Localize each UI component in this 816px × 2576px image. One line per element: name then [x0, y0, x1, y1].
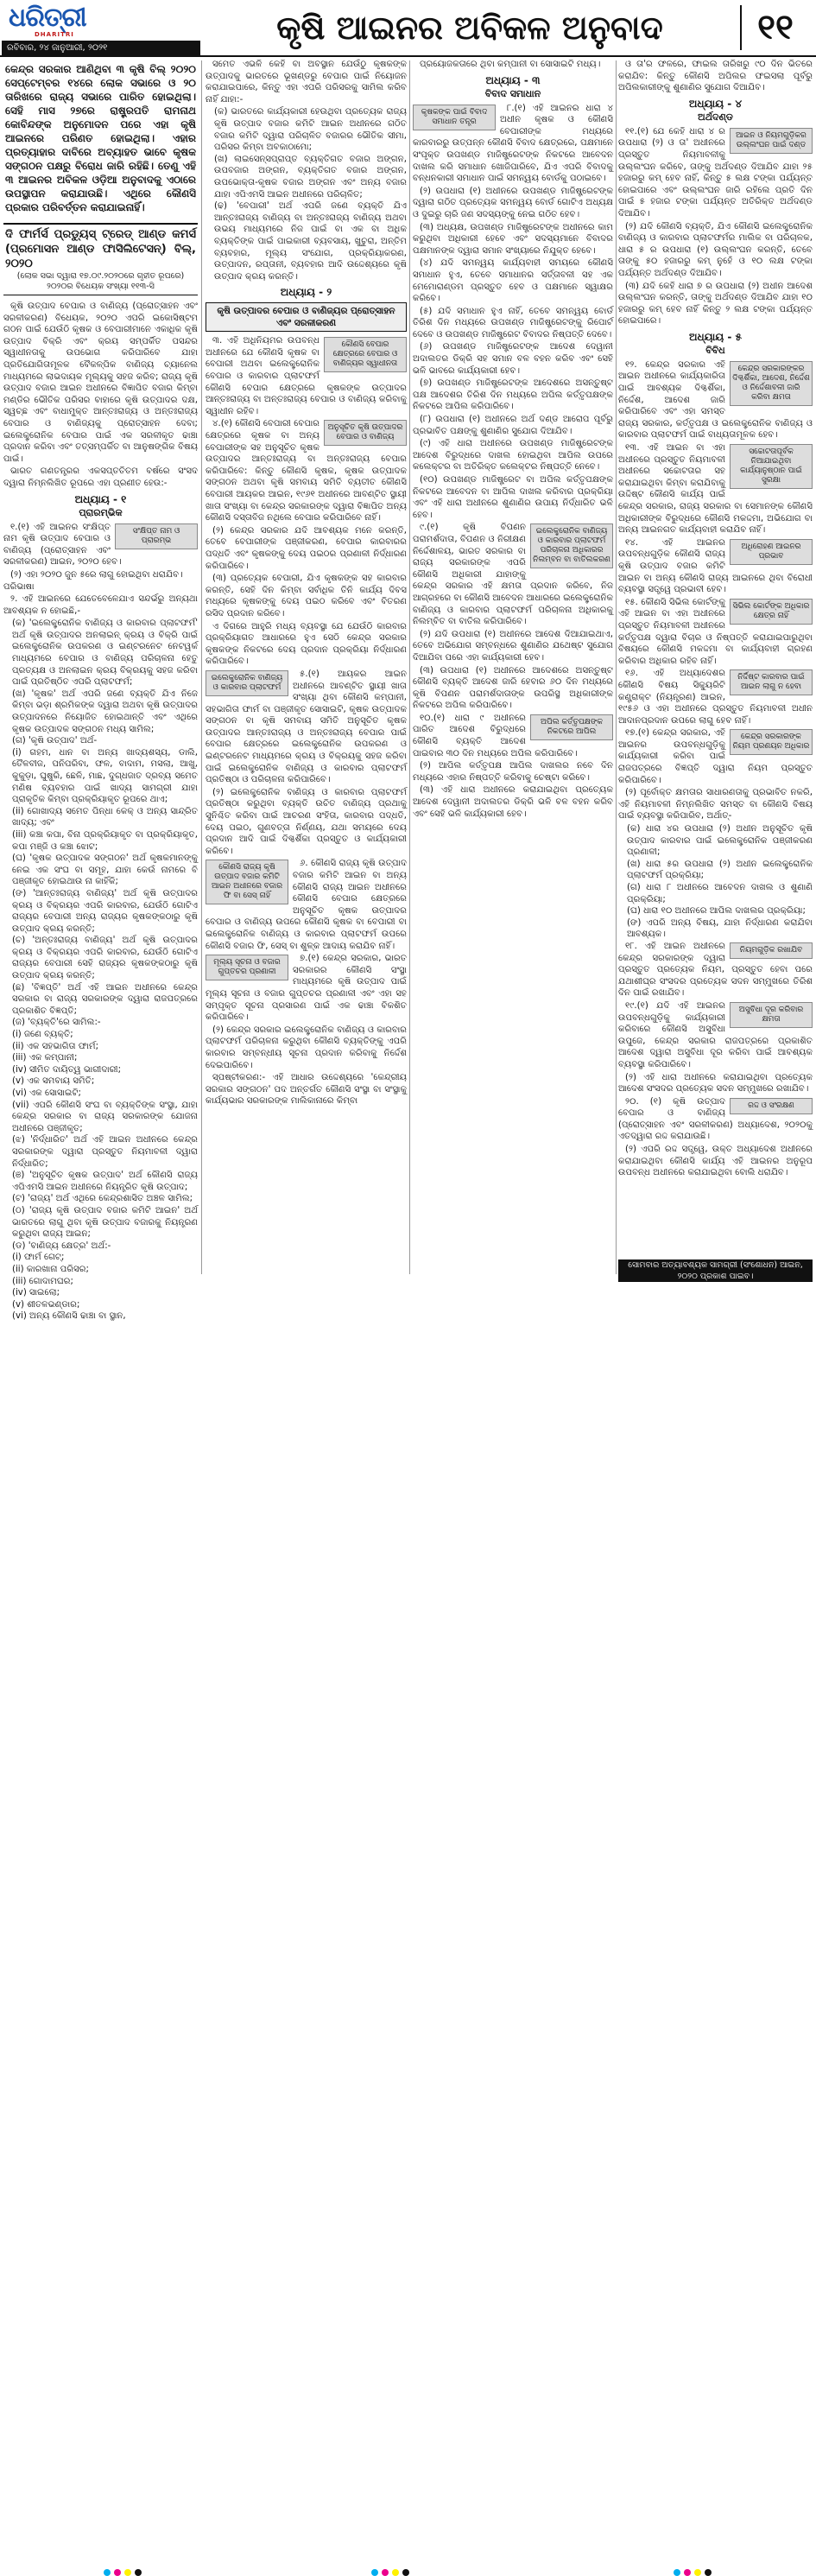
yellow-dot	[124, 2569, 131, 2576]
section-text: (୨) କେନ୍ଦ୍ର ସରକାର ଯଦି ଆବଶ୍ୟକ ମନେ କରନ୍ତି, ତେବେ ବେପାରୀଙ୍କ ପଞ୍ଜୀକରଣ, ବେପାର କାରବାରର ପଦ୍ଧତି ଏବଂ କୃଷକଙ୍କୁ ଦେୟ ପଇଠର ପ୍ରଣାଳୀ ନିର୍ଦ୍ଧାରଣ କରିପାରିବେ।	[206, 525, 407, 571]
enacting-clause: ଭାରତ ଗଣତନ୍ତ୍ରର ଏକସପ୍ତତିତମ ବର୍ଷରେ ସଂସଦ ଦ୍ୱାରା ନିମ୍ନଲିଖିତ ରୂପରେ ଏହା ପ୍ରଣୀତ ହେଉ:-	[3, 466, 198, 488]
list-item: (iii) କଞ୍ଚା କପା, ବିନା ପ୍ରକ୍ରିୟାକୃତ ବା ପ୍ରକ୍ରିୟାକୃତ, କପା ମଞ୍ଜି ଓ କଞ୍ଚା ଝୋଟ;	[12, 829, 198, 852]
section-text: (୪) ଯଦି ସମନ୍ୱୟ କାର୍ଯ୍ୟବାହୀ ସମୟରେ କୌଣସି ସମାଧାନ ହୁଏ, ତେବେ ସମାଧାନର ସର୍ତ୍ତାବଳୀ ସହ ଏକ ମେମୋରାଣ୍ଡମ ପ୍ରସ୍ତୁତ ହେବ ଓ ପକ୍ଷମାନେ ସ୍ୱାକ୍ଷର କରିବେ।	[413, 258, 613, 304]
section-text: (୨) ଏହି ଧାରା ଅଧୀନରେ କରାଯାଇଥିବା ପ୍ରତ୍ୟେକ ଆଦେଶ ସଂସଦର ପ୍ରତ୍ୟେକ ସଦନ ସମ୍ମୁଖରେ ରଖାଯିବ।	[618, 1072, 813, 1094]
margin-note: ଅନୁସୂଚିତ କୃଷି ଉତ୍ପାଦର ବେପାର ଓ ବାଣିଜ୍ୟ	[324, 420, 407, 446]
list-item: (ଞ) 'ଅନୁସୂଚିତ କୃଷକ ଉତ୍ପାଦ' ଅର୍ଥ କୌଣସି ରାଜ୍ୟ ଏପିଏମସି ଆଇନ ଅଧୀନରେ ନିୟନ୍ତ୍ରିତ କୃଷି ଉତ୍ପାଦ;	[12, 1171, 198, 1192]
clause-list	[618, 823, 813, 941]
margin-note: ନିର୍ଦ୍ଦିଷ୍ଟ କାରବାର ପାଇଁ ଆଇନ ଲାଗୁ ନ ହେବା	[730, 669, 813, 695]
section-text: ୬. କୌଣସି ରାଜ୍ୟ କୃଷି ଉତ୍ପାଦ ବଜାର କମିଟି ଆଇନ ବା ଅନ୍ୟ କୌଣସି ରାଜ୍ୟ ଆଇନ ଅଧୀନରେ କୌଣସି ବେପାର କ୍ଷେତ୍ରରେ ଅନୁସୂଚିତ କୃଷକ ଉତ୍ପାଦର ବେପାର ଓ ବାଣିଜ୍ୟ ଉପରେ କୌଣସି କୃଷକ ବା ବେପାରୀ ବା ଇଲେକ୍ଟ୍ରୋନିକ ବାଣିଜ୍ୟ ଓ କାରବାର ପ୍ଲାଟଫର୍ମ ଉପରେ କୌଣସି ବଜାର ଫି, ସେସ୍ ବା ଶୁଳ୍କ ଆଦାୟ କରାଯିବ ନାହିଁ।	[206, 859, 407, 951]
section-text: ୧୮. ଏହି ଆଇନ ଅଧୀନରେ କେନ୍ଦ୍ର ସରକାରଙ୍କ ଦ୍ୱାରା ପ୍ରସ୍ତୁତ ପ୍ରତ୍ୟେକ ନିୟମ, ପ୍ରସ୍ତୁତ ହେବା ପରେ ଯଥାଶୀଘ୍ର ସଂସଦର ପ୍ରତ୍ୟେକ ସଦନ ସମ୍ମୁଖରେ ତିରିଶ ଦିନ ପାଇଁ ରଖାଯିବ।	[618, 941, 813, 999]
chapter-subheading: ପ୍ରାରମ୍ଭିକ	[79, 506, 123, 518]
section-text: ଓ ତା'ର ଫଳରେ, ଫାଇଲ ତାରିଖରୁ ୯୦ ଦିନ ଭିତରେ କରାଯିବ: କିନ୍ତୁ କୌଣସି ଅପିଲର ଫଇସଲା ପୂର୍ବରୁ ଅପିଲକାରୀଙ୍କୁ ଶୁଣାଣିର ସୁଯୋଗ ଦିଆଯିବ।	[618, 60, 813, 93]
list-item: (ii) ଗୋଖାଦ୍ୟ ସମେତ ପିନ୍ଧା କେକ୍ ଓ ଅନ୍ୟ ସାନ୍ଦ୍ରିତ ଖାଦ୍ୟ; ଏବଂ	[12, 806, 198, 828]
margin-note: କେନ୍ଦ୍ର ସରକାରଙ୍କ ନିୟମ ପ୍ରଣୟନ ଅଧିକାର	[730, 729, 813, 755]
list-item: (iv) ସାଇଲୋ;	[12, 1288, 60, 1298]
logo-text: ଧରିତ୍ରୀ	[9, 3, 86, 33]
page-number: ୧୧	[740, 5, 809, 50]
section-text: ଏ ଦିଗରେ ଆହୁରି ମଧ୍ୟ ବ୍ୟବସ୍ଥା ଯେ ଯେଉଁଠି କାରବାର ପ୍ରକ୍ରିୟାଗତ ଆଧାରରେ ହୁଏ ସେଠି କେନ୍ଦ୍ର ସରକାର କୃଷକଙ୍କ ନିକଟରେ ଦେୟ ପ୍ରଦାନ ପ୍ରକ୍ରିୟା ନିର୍ଦ୍ଧାରଣ କରିପାରିବେ।	[206, 621, 407, 667]
list-item: (iii) ଏକ କମ୍ପାନୀ;	[12, 1053, 78, 1063]
section-text: (୨) ଯଦି କୌଣସି ବ୍ୟକ୍ତି, ଯିଏ କୌଣସି ଇଲେକ୍ଟ୍ରୋନିକ ବାଣିଜ୍ୟ ଓ କାରବାର ପ୍ଲାଟଫର୍ମର ମାଲିକ ବା ପରିଚାଳକ, ଧାରା ୫ ର ଉପଧାରା (୧) ଉଲ୍ଲଂଘନ କରନ୍ତି, ତେବେ ତାଙ୍କୁ ୫୦ ହଜାରରୁ କମ୍ ନୁହେଁ ଓ ୧୦ ଲକ୍ଷ ଟଙ୍କା ପର୍ଯ୍ୟନ୍ତ ଅର୍ଥଦଣ୍ଡ ଦିଆଯିବ।	[618, 221, 813, 278]
column-divider	[201, 60, 202, 1274]
margin-note: ଇଲେକ୍ଟ୍ରୋନିକ ବାଣିଜ୍ୟ ଓ କାରବାର ପ୍ଲାଟଫର୍ମ ପରିଚାଳନା ଅଧିକାରର ନିଲମ୍ବନ ବା ବାତିଲକରଣ	[530, 523, 613, 568]
section-text: (୯) ଏହି ଧାରା ଅଧୀନରେ ଉପଖଣ୍ଡ ମାଜିଷ୍ଟ୍ରେଟଙ୍କ ଆଦେଶ ବିରୁଦ୍ଧରେ ଦାଖଲ ହୋଇଥିବା ଆପିଲ ଉପରେ କଲେକ୍ଟର ବା ଅତିରିକ୍ତ କଲେକ୍ଟର ନିଷ୍ପତ୍ତି ନେବେ।	[413, 439, 613, 473]
list-item: (ଡ) 'ବାଣିଜ୍ୟ କ୍ଷେତ୍ର' ଅର୍ଥ:-	[12, 1240, 111, 1251]
section-text: ୪.(୧) କୌଣସି ବେପାରୀ ବେପାର କ୍ଷେତ୍ରରେ କୃଷକ ବା ଅନ୍ୟ ବେପାରୀଙ୍କ ସହ ଅନୁସୂଚିତ କୃଷକ ଉତ୍ପାଦର ଆନ୍ତଃରାଜ୍ୟ ବା ଅନ୍ତଃରାଜ୍ୟ ବେପାର କରିପାରିବେ: କିନ୍ତୁ କୌଣସି କୃଷକ, କୃଷକ ଉତ୍ପାଦକ ସଙ୍ଗଠନ ଅଥବା କୃଷି ସମବାୟ ସମିତି ବ୍ୟତୀତ କୌଣସି ବେପାରୀ ଆୟକର ଆଇନ, ୧୯୬୧ ଅଧୀନରେ ଆବଣ୍ଟିତ ସ୍ଥାୟୀ ଖାତା ସଂଖ୍ୟା ବା କେନ୍ଦ୍ର ସରକାରଙ୍କ ଦ୍ୱାରା ବିଜ୍ଞାପିତ ଅନ୍ୟ କୌଣସି ଦସ୍ତାବିଜ ନଥିଲେ ବେପାର କରିପାରିବେ ନାହିଁ।	[206, 419, 407, 523]
next-issue-note: ସୋମବାର ଅତ୍ୟାବଶ୍ୟକ ସାମଗ୍ରୀ (ସଂଶୋଧନ) ଆଇନ, ୨୦୨୦ ପ୍ରକାଶ ପାଇବ।	[618, 1259, 813, 1282]
list-item: (i) ଜଣେ ବ୍ୟକ୍ତି;	[12, 1030, 73, 1040]
section-text: (୨) ଯଦି ଉପଧାରା (୧) ଅଧୀନରେ ଆଦେଶ ଦିଆଯାଇଥାଏ, ତେବେ ଅଭିଯୋଗ ସମ୍ବନ୍ଧରେ ଶୁଣାଣିର ଯଥେଷ୍ଟ ସୁଯୋଗ ଦିଆଯିବା ପରେ ଏହା କାର୍ଯ୍ୟକାରୀ ହେବ।	[413, 629, 613, 663]
clause-list	[206, 106, 407, 282]
section-text: ୨୦. (୧) କୃଷି ଉତ୍ପାଦ ବେପାର ଓ ବାଣିଜ୍ୟ (ପ୍ରୋତ୍ସାହନ ଏବଂ ସରଳୀକରଣ) ଅଧ୍ୟାଦେଶ, ୨୦୨୦କୁ ଏତଦ୍ୱାରା ରଦ୍ଦ କରାଯାଉଛି।	[618, 1096, 813, 1142]
section-text: (୨) ଏହା ୨୦୨୦ ଜୁନ ୫ରେ ଲାଗୁ ହୋଇଥିବା ଧରାଯିବ।	[10, 569, 183, 580]
section-text: (୭) ଉପଖଣ୍ଡ ମାଜିଷ୍ଟ୍ରେଟଙ୍କ ଆଦେଶରେ ଅସନ୍ତୁଷ୍ଟ ପକ୍ଷ ଆଦେଶର ତିରିଶ ଦିନ ମଧ୍ୟରେ ଅପିଲ କର୍ତ୍ତୃପକ୍ଷଙ୍କ ନିକଟରେ ଆପିଲ କରିପାରିବେ।	[413, 378, 613, 412]
section-text: ୧.(୧) ଏହି ଆଇନର ସଂକ୍ଷିପ୍ତ ନାମ କୃଷି ଉତ୍ପାଦ ବେପାର ଓ ବାଣିଜ୍ୟ (ପ୍ରୋତ୍ସାହନ ଏବଂ ସରଳୀକରଣ) ଆଇନ, ୨୦୨୦ ହେବ।	[3, 522, 122, 568]
list-item: (ଘ) ଧାରା ୧୦ ଅଧୀନରେ ଆପିଲ ଦାଖଲର ପ୍ରକ୍ରିୟା;	[627, 906, 806, 917]
list-item: (ଘ) 'କୃଷକ ଉତ୍ପାଦକ ସଙ୍ଗଠନ' ଅର୍ଥ କୃଷକମାନଙ୍କୁ ନେଇ ଏକ ସଂଘ ବା ସମୂହ, ଯାହା କେଉଁ ନାମରେ ବି ପଞ୍ଜୀକୃତ ହୋଇଥାଉ ନା କାହିଁକି;	[12, 853, 198, 887]
dateline: ରବିବାର, ୨୪ ଜାନୁଆରୀ, ୨୦୨୧	[2, 41, 200, 55]
section-text: (୨) କେନ୍ଦ୍ର ସରକାର ଇଲେକ୍ଟ୍ରୋନିକ ବାଣିଜ୍ୟ ଓ କାରବାର ପ୍ଲାଟଫର୍ମ ପରିଚାଳନା କରୁଥିବା କୌଣସି ବ୍ୟକ୍ତିଙ୍କୁ ଏପରି କାରବାର ସମ୍ବନ୍ଧୀୟ ସୂଚନା ପ୍ରଦାନ କରିବାକୁ ନିର୍ଦ୍ଦେଶ ଦେଇପାରିବେ।	[206, 1025, 407, 1070]
list-item: (v) ଶୀତଳଭଣ୍ଡାର;	[12, 1299, 80, 1310]
list-item: (ଗ) ଧାରା ୮ ଅଧୀନରେ ଆବେଦନ ଦାଖଲ ଓ ଶୁଣାଣି ପ୍ରକ୍ରିୟା;	[627, 883, 813, 904]
section-text: (୧୦) ଉପଖଣ୍ଡ ମାଜିଷ୍ଟ୍ରେଟ ବା ଅପିଲ କର୍ତ୍ତୃପକ୍ଷଙ୍କ ନିକଟରେ ଆବେଦନ ବା ଆପିଲ ଦାଖଲ କରିବାର ପ୍ରକ୍ରିୟା ଏବଂ ଏହି ଧାରା ଅଧୀନରେ ଶୁଣାଣିର ଉପାୟ ନିର୍ଦ୍ଧାରିତ ଭଳି ହେବ।	[413, 475, 613, 520]
section-text: ସ୍ପଷ୍ଟୀକରଣ:- ଏହି ଆଧାର ଉଦ୍ଦେଶ୍ୟରେ 'କେନ୍ଦ୍ରୀୟ ସରକାର ସଙ୍ଗଠନ' ପଦ ଅନ୍ତର୍ଗତ କୌଣସି ସଂସ୍ଥା ବା ସଂସ୍ଥାକୁ କାର୍ଯ୍ୟଭାର ସରକାରଙ୍କ ମାଲିକାନାରେ କିମ୍ବା	[206, 1073, 407, 1107]
cyan-dot	[674, 2569, 680, 2576]
margin-note: ସିଭିଲ କୋର୍ଟଙ୍କ ଅଧିକାର କ୍ଷେତ୍ର ନାହିଁ	[730, 599, 813, 625]
chapter-subheading: ବିବିଧ	[705, 344, 725, 356]
section-text: (୨) ଉପଧାରା (୧) ଅଧୀନରେ ଉପଖଣ୍ଡ ମାଜିଷ୍ଟ୍ରେଟଙ୍କ ଦ୍ୱାରା ଗଠିତ ପ୍ରତ୍ୟେକ ସମନ୍ୱୟ ବୋର୍ଡ ଗୋଟିଏ ଅଧ୍ୟକ୍ଷ ଓ ଦୁଇରୁ ଚାରି ଜଣ ସଦସ୍ୟଙ୍କୁ ନେଇ ଗଠିତ ହେବ।	[413, 186, 613, 219]
magenta-dot	[114, 2569, 121, 2576]
definitions-list	[3, 618, 198, 1323]
margin-note: ଅପିଲ କର୍ତ୍ତୃପକ୍ଷଙ୍କ ନିକଟରେ ଆପିଲ	[530, 714, 613, 740]
chapter-subheading: ଅର୍ଥଦଣ୍ଡ	[698, 111, 733, 123]
black-dot	[402, 2569, 409, 2576]
margin-note: କୌଣସି ବେପାର କ୍ଷେତ୍ରରେ ବେପାର ଓ ବାଣିଜ୍ୟର ସ୍ୱାଧୀନତା	[324, 337, 407, 372]
list-item: (ଜ) 'ବ୍ୟକ୍ତି'ରେ ସାମିଲ:-	[12, 1018, 101, 1028]
magenta-dot	[382, 2569, 389, 2576]
margin-note: ଆଇନ ଓ ନିୟମଗୁଡ଼ିକର ଉଲ୍ଲଂଘନ ପାଇଁ ଦଣ୍ଡ	[730, 128, 813, 154]
black-dot	[135, 2569, 142, 2576]
bill-subtitle: (ଲୋକ ସଭା ଦ୍ୱାରା ୧୭.୦୯.୨୦୨୦ରେ ଗୃହୀତ ରୂପରେ) ୨୦୨୦ର ବିଧେୟକ ସଂଖ୍ୟା ୧୧୩-ସି	[16, 271, 185, 291]
section-text: ୧୩. ଏହି ଆଇନ ବା ଏହା ଅଧୀନରେ ପ୍ରସ୍ତୁତ ନିୟମାବଳୀ ଅଧୀନରେ ସଚ୍ଚୋଟତାର ସହ କରାଯାଇଥିବା କିମ୍ବା କରାଯିବାକୁ ଉଦ୍ଦିଷ୍ଟ କୌଣସି କାର୍ଯ୍ୟ ପାଇଁ କେନ୍ଦ୍ର ସରକାର, ରାଜ୍ୟ ସରକାର ବା ସେମାନଙ୍କ କୌଣସି ଅଧିକାରୀଙ୍କ ବିରୁଦ୍ଧରେ କୌଣସି ମକଦ୍ଦମା, ଅଭିଯୋଗ ବା ଅନ୍ୟ ଆଇନଗତ କାର୍ଯ୍ୟବାହୀ କରାଯିବ ନାହିଁ।	[618, 443, 813, 536]
lead-paragraph: କେନ୍ଦ୍ର ସରକାର ଆଣିଥିବା ୩ କୃଷି ବିଲ୍ ୨୦୨୦ ସେପ୍ଟେମ୍ବର ୧୪ରେ ଲୋକ ସଭାରେ ଓ ୨୦ ତାରିଖରେ ରାଜ୍ୟ ସଭାରେ ପାରିତ ହୋଇଥିଲା। ସେହି ମାସ ୨୭ରେ ରାଷ୍ଟ୍ରପତି ରାମନାଥ କୋବିନ୍ଦଙ୍କ ଅନୁମୋଦନ ପରେ ଏହା କୃଷି ଆଇନରେ ପରିଣତ ହୋଇଥିଲା। ଏହାର ପ୍ରତ୍ୟାହାର ଦାବିରେ ଅବ୍ୟାହତ ଭାବେ କୃଷକ ସଙ୍ଗଠନ ପକ୍ଷରୁ ବିରୋଧ ଜାରି ରହିଛି। ତେଣୁ ଏହି ୩ ଆଇନର ଅବିକଳ ଓଡ଼ିଆ ଅନୁବାଦକୁ ଏଠାରେ ଉପସ୍ଥାପନ କରାଯାଉଛି। ଏଥିରେ କୌଣସି ପ୍ରକାର ପରିବର୍ତ୍ତନ କରାଯାଇନାହିଁ।	[5, 63, 196, 213]
margin-note: ଇଲେକ୍ଟ୍ରୋନିକ ବାଣିଜ୍ୟ ଓ କାରବାର ପ୍ଲାଟଫର୍ମ	[206, 670, 288, 696]
section-text: ୧୬. ଏହି ଅଧ୍ୟାଦେଶର କୌଣସି ବିଷୟ ସିକ୍ୟୁରିଟି କଣ୍ଟ୍ରାକ୍ଟ (ନିୟନ୍ତ୍ରଣ) ଆଇନ, ୧୯୫୬ ଓ ଏହା ଅଧୀନରେ ପ୍ରସ୍ତୁତ ନିୟମାବଳୀ ଅଧୀନ ଆଦାନପ୍ରଦାନ ଉପରେ ଲାଗୁ ହେବ ନାହିଁ।	[618, 669, 813, 726]
chapter-heading: ଅଧ୍ୟାୟ - ୨	[280, 286, 332, 299]
column-divider	[409, 60, 410, 1274]
section-text: ୧୪. ଏହି ଆଇନର ଉପବନ୍ଧଗୁଡ଼ିକ କୌଣସି ରାଜ୍ୟ କୃଷି ଉତ୍ପାଦ ବଜାର କମିଟି ଆଇନ ବା ଅନ୍ୟ କୌଣସି ରାଜ୍ୟ ଆଇନରେ ଥିବା ବିରୋଧୀ ବ୍ୟବସ୍ଥା ସତ୍ତ୍ୱେ ପ୍ରଭାବୀ ହେବ।	[618, 537, 813, 595]
margin-note: ଅସୁବିଧା ଦୂର କରିବାର କ୍ଷମତା	[730, 1002, 813, 1028]
section-text: (୨) ଆପିଲ କର୍ତ୍ତୃପକ୍ଷ ଆପିଲ ଦାଖଲର ନବେ ଦିନ ମଧ୍ୟରେ ଏହାର ନିଷ୍ପତ୍ତି କରିବାକୁ ଚେଷ୍ଟା କରିବେ।	[413, 761, 613, 783]
margin-note: କୌଣସି ରାଜ୍ୟ କୃଷି ଉତ୍ପାଦ ବଜାର କମିଟି ଆଇନ ଅଧୀନରେ ବଜାର ଫି ବା ସେସ୍ ନାହିଁ	[206, 860, 288, 904]
section-text: (୨) ଏପରି ରଦ୍ଦ ସତ୍ତ୍ୱେ, ଉକ୍ତ ଅଧ୍ୟାଦେଶ ଅଧୀନରେ କରାଯାଇଥିବା କୌଣସି କାର୍ଯ୍ୟ ଏହି ଆଇନର ଅନୁରୂପ ଉପବନ୍ଧ ଅଧୀନରେ କରାଯାଇଥିବା ବୋଲି ଧରାଯିବ।	[618, 1145, 813, 1178]
black-dot	[705, 2569, 712, 2576]
masthead	[0, 0, 816, 57]
yellow-dot	[392, 2569, 399, 2576]
bill-header	[3, 223, 198, 295]
section-text: ୧୭.(୧) କେନ୍ଦ୍ର ସରକାର, ଏହି ଆଇନର ଉପବନ୍ଧଗୁଡ଼ିକୁ କାର୍ଯ୍ୟକାରୀ କରିବା ପାଇଁ ରାଜପତ୍ରରେ ବିଜ୍ଞପ୍ତି ଦ୍ୱାରା ନିୟମ ପ୍ରସ୍ତୁତ କରିପାରିବେ।	[618, 728, 813, 785]
page-title: କୃଷି ଆଇନର ଅବିକଳ ଅନୁବାଦ	[276, 8, 663, 47]
chapter-subheading: ବିବାଦ ସମାଧାନ	[484, 87, 541, 99]
section-text: ୧୯.(୧) ଯଦି ଏହି ଆଇନର ଉପବନ୍ଧଗୁଡ଼ିକୁ କାର୍ଯ୍ୟକାରୀ କରିବାରେ କୌଣସି ଅସୁବିଧା ଉପୁଜେ, କେନ୍ଦ୍ର ସରକାର ରାଜପତ୍ରରେ ପ୍ରକାଶିତ ଆଦେଶ ଦ୍ୱାରା ଅସୁବିଧା ଦୂର କରିବା ପାଇଁ ଆବଶ୍ୟକ ବ୍ୟବସ୍ଥା କରିପାରିବେ।	[618, 1000, 813, 1069]
magenta-dot	[684, 2569, 691, 2576]
column-1	[3, 59, 198, 1322]
list-item: (ଖ) ଧାରା ୫ର ଉପଧାରା (୨) ଅଧୀନ ଇଲେକ୍ଟ୍ରୋନିକ ପ୍ଲାଟଫର୍ମ ପ୍ରକ୍ରିୟା;	[627, 859, 813, 881]
list-item: (ଖ) ଲାଇସେନ୍ସପ୍ରାପ୍ତ ବ୍ୟକ୍ତିଗତ ବଜାର ଅଙ୍ଗନ, ଉପବଜାର ଅଙ୍ଗନ, ବ୍ୟକ୍ତିଗତ ବଜାର ଅଙ୍ଗନ, ଉପଭୋକ୍ତା-କୃଷକ ବଜାର ଅଙ୍ଗନ ଏବଂ ଅନ୍ୟ ବଜାର ଯାହା ଏପିଏମସି ଆଇନ ଅଧୀନରେ ପରିଚାଳିତ;	[214, 154, 407, 200]
margin-note: ସଂକ୍ଷିପ୍ତ ନାମ ଓ ପ୍ରାରମ୍ଭ	[115, 523, 198, 549]
list-item: (i) ଫାର୍ମ ଗେଟ୍;	[12, 1253, 65, 1263]
margin-note: ଅଧିରୋହଣ ଆଇନର ପ୍ରଭାବ	[730, 539, 813, 565]
section-text: ୧୫. କୌଣସି ସିଭିଲ କୋର୍ଟଙ୍କୁ ଏହି ଆଇନ ବା ଏହା ଅଧୀନରେ ପ୍ରସ୍ତୁତ ନିୟମାବଳୀ ଅଧୀନରେ କର୍ତ୍ତୃପକ୍ଷ ଦ୍ୱାରା ବିଚାର ଓ ନିଷ୍ପତ୍ତି କରାଯାଇପାରୁଥିବା ବିଷୟରେ କୌଣସି ମକଦ୍ଦମା ବା କାର୍ଯ୍ୟବାହୀ ଗ୍ରହଣ କରିବାର ଅଧିକାର ରହିବ ନାହିଁ।	[618, 597, 813, 666]
list-item: (ii) ଏକ ସହଭାଗିତା ଫାର୍ମ;	[12, 1041, 99, 1051]
margin-note: ରଦ୍ଦ ଓ ସଂରକ୍ଷଣ	[730, 1098, 813, 1114]
section-text: ୧୧.(୧) ଯେ କେହି ଧାରା ୪ ର ଉପଧାରା (୨) ଓ ତା' ଅଧୀନରେ ପ୍ରସ୍ତୁତ ନିୟମାବଳୀକୁ ଉଲ୍ଲଂଘନ କରିବେ, ତାଙ୍କୁ ଅର୍ଥଦଣ୍ଡ ଦିଆଯିବ ଯାହା ୨୫ ହଜାରରୁ କମ୍ ହେବ ନାହିଁ, କିନ୍ତୁ ୫ ଲକ୍ଷ ଟଙ୍କା ପର୍ଯ୍ୟନ୍ତ ହୋଇପାରେ ଏବଂ ଉଲ୍ଲଂଘନ ଜାରି ରହିଲେ ପ୍ରତି ଦିନ ପାଇଁ ୫ ହଜାର ଟଙ୍କା ପର୍ଯ୍ୟନ୍ତ ଅତିରିକ୍ତ ଅର୍ଥଦଣ୍ଡ ଦିଆଯିବ।	[618, 126, 813, 219]
chapter-heading: ଅଧ୍ୟାୟ - ୧	[74, 492, 127, 505]
section-text: ସମେତ ଏଭଳି କେହି ବା ଅବସ୍ଥାନ ଯେଉଁଠୁ କୃଷକଙ୍କ ଉତ୍ପାଦକୁ ଭାରତରେ ଭୂଖଣ୍ଡରୁ ବେପାର ପାଇଁ ନିୟୋଜନ କରାଯାଇପାରେ, କିନ୍ତୁ ଏହା ଏପରି ପରିସରକୁ ସାମିଲ କରିବ ନାହିଁ ଯାହା:-	[206, 60, 407, 105]
section-text: ୨. ଏହି ଆଇନରେ ଯେତେବେଳେଯାଏ ସନ୍ଦର୍ଭରୁ ଅନ୍ୟଥା ଆବଶ୍ୟକ ନ ହୋଇଛି,-	[3, 594, 198, 616]
list-item: (ଢ) 'ବେପାରୀ' ଅର୍ଥ ଏପରି ଜଣେ ବ୍ୟକ୍ତି ଯିଏ ଆନ୍ତଃରାଜ୍ୟ ବାଣିଜ୍ୟ ବା ଅନ୍ତଃରାଜ୍ୟ ବାଣିଜ୍ୟ ଅଥବା ଉଭୟ ମାଧ୍ୟମରେ ନିଜ ପାଇଁ ବା ଏକ ବା ଅଧିକ ବ୍ୟକ୍ତିଙ୍କ ପାଇଁ ପାଇକାରୀ ବ୍ୟବସାୟ, ଖୁଚୁରା, ଅନ୍ତିମ ବ୍ୟବହାର, ମୂଲ୍ୟ ସଂଯୋଗ, ପ୍ରକ୍ରିୟାକରଣ, ଉତ୍ପାଦନ, ରପ୍ତାନୀ, ବ୍ୟବହାର ଆଦି ଉଦ୍ଦେଶ୍ୟରେ କୃଷି ଉତ୍ପାଦ କ୍ରୟ କରନ୍ତି।	[214, 201, 407, 282]
cyan-dot	[371, 2569, 378, 2576]
section-text: (୨) ପୂର୍ବୋକ୍ତ କ୍ଷମତାର ସାଧାରଣତାକୁ ପ୍ରଭାବିତ ନକରି, ଏହି ନିୟମାବଳୀ ନିମ୍ନଲିଖିତ ସମସ୍ତ ବା କୌଣସି ବିଷୟ ପାଇଁ ବ୍ୟବସ୍ଥା କରିପାରିବ, ଅର୍ଥାତ୍-	[618, 788, 813, 822]
section-text: ୯.(୧) କୃଷି ବିପଣନ ପରାମର୍ଶଦାତା, ବିପଣନ ଓ ନିରୀକ୍ଷଣ ନିର୍ଦ୍ଦେଶାଳୟ, ଭାରତ ସରକାର ବା ରାଜ୍ୟ ସରକାରଙ୍କ ଏପରି କୌଣସି ଅଧିକାରୀ ଯାହାଙ୍କୁ କେନ୍ଦ୍ର ସରକାର ଏହି କ୍ଷମତା ପ୍ରଦାନ କରିବେ, ନିଜ ଆଗ୍ରହରେ ବା କୌଣସି ଆବେଦନ ଆଧାରରେ ଇଲେକ୍ଟ୍ରୋନିକ ବାଣିଜ୍ୟ ଓ କାରବାର ପ୍ଲାଟଫର୍ମ ପରିଚାଳନା ଅଧିକାରକୁ ନିଲମ୍ବିତ ବା ବାତିଲ କରିପାରିବେ।	[413, 523, 613, 627]
logo-sub: DHARITRI	[35, 31, 74, 38]
chapter-banner: କୃଷି ଉତ୍ପାଦର ବେପାର ଓ ବାଣିଜ୍ୟର ପ୍ରୋତ୍ସାହନ ଏବଂ ସରଳୀକରଣ	[206, 302, 407, 332]
list-item: (ଗ) 'କୃଷି ଉତ୍ପାଦ' ଅର୍ଥ-	[12, 736, 98, 746]
column-divider	[616, 60, 617, 1274]
section-text: (୫) ଯଦି ସମାଧାନ ହୁଏ ନାହିଁ, ତେବେ ସମନ୍ୱୟ ବୋର୍ଡ ତିରିଶ ଦିନ ମଧ୍ୟରେ ଉପଖଣ୍ଡ ମାଜିଷ୍ଟ୍ରେଟଙ୍କୁ ରିପୋର୍ଟ ଦେବେ ଓ ଉପଖଣ୍ଡ ମାଜିଷ୍ଟ୍ରେଟ ବିବାଦର ନିଷ୍ପତ୍ତି ଦେବେ।	[413, 306, 613, 339]
list-item: (v) ଏକ ସମବାୟ ସମିତି;	[12, 1076, 95, 1087]
list-item: (କ) 'ଇଲେକ୍ଟ୍ରୋନିକ ବାଣିଜ୍ୟ ଓ କାରବାର ପ୍ଲାଟଫର୍ମ' ଅର୍ଥ କୃଷି ଉତ୍ପାଦର ଅନଲାଇନ୍ କ୍ରୟ ଓ ବିକ୍ରି ପାଇଁ ଇଲେକ୍ଟ୍ରୋନିକ ଉପକରଣ ଓ ଇଣ୍ଟରନେଟ ନେଟୱର୍କ ମାଧ୍ୟମରେ ବେପାର ଓ ବାଣିଜ୍ୟ ପରିଚାଳନା ହେତୁ ପ୍ରତ୍ୟକ୍ଷ ଓ ଅନଲାଇନ କ୍ରୟ ବିକ୍ରୟକୁ ସହଜ କରିବା ପାଇଁ ପ୍ରତିଷ୍ଠିତ ଏପରି ପ୍ଲାଟଫର୍ମ;	[12, 619, 198, 688]
margin-note: ସଚ୍ଚୋଟତାପୂର୍ବକ ନିଆଯାଇଥିବା କାର୍ଯ୍ୟାନୁଷ୍ଠାନ ପାଇଁ ସୁରକ୍ଷା	[730, 444, 813, 489]
section-text: (୩) ପ୍ରତ୍ୟେକ ବେପାରୀ, ଯିଏ କୃଷକଙ୍କ ସହ କାରବାର କରନ୍ତି, ସେହି ଦିନ କିମ୍ବା ସର୍ବାଧିକ ତିନି କାର୍ଯ୍ୟ ଦିବସ ମଧ୍ୟରେ କୃଷକଙ୍କୁ ଦେୟ ପଇଠ କରିବେ ଏବଂ ବିତରଣ ରସିଦ ପ୍ରଦାନ କରିବେ।	[206, 574, 407, 619]
list-item: (କ) ଭାରତରେ କାର୍ଯ୍ୟକାରୀ ହେଉଥିବା ପ୍ରତ୍ୟେକ ରାଜ୍ୟ କୃଷି ଉତ୍ପାଦ ବଜାର କମିଟି ଆଇନ ଅଧୀନରେ ଗଠିତ ବଜାର କମିଟି ଦ୍ୱାରା ପରିଚାଳିତ ବଜାରର ଭୌତିକ ସୀମା, ପରିସର କିମ୍ବା ଅବକାଠାମୋ;	[214, 107, 407, 153]
section-text: (୨) ଇଲେକ୍ଟ୍ରୋନିକ ବାଣିଜ୍ୟ ଓ କାରବାର ପ୍ଲାଟଫର୍ମ ପ୍ରତିଷ୍ଠା କରୁଥିବା ବ୍ୟକ୍ତି ଉଚିତ ବାଣିଜ୍ୟ ପ୍ରଥାକୁ ସୁନିଶ୍ଚିତ କରିବା ପାଇଁ ଆଚରଣ ସଂହିତା, କାରବାର ପଦ୍ଧତି, ଦେୟ ପଇଠ, ଗୁଣବତ୍ତା ନିର୍ଣ୍ଣୟ, ଯଥା ସମୟରେ ଦେୟ ପ୍ରଦାନ ଆଦି ପାଇଁ ଦିଗ୍ଦର୍ଶିକା ପ୍ରସ୍ତୁତ ଓ କାର୍ଯ୍ୟକାରୀ କରିବେ।	[206, 787, 407, 856]
list-item: (ଙ) 'ଆନ୍ତଃରାଜ୍ୟ ବାଣିଜ୍ୟ' ଅର୍ଥ କୃଷି ଉତ୍ପାଦର କ୍ରୟ ଓ ବିକ୍ରୟର ଏପରି କାରବାର, ଯେଉଁଠି ଗୋଟିଏ ରାଜ୍ୟର ବେପାରୀ ଅନ୍ୟ ରାଜ୍ୟର କୃଷକଙ୍କଠାରୁ କୃଷି ଉତ୍ପାଦ କ୍ରୟ କରନ୍ତି;	[12, 888, 198, 934]
section-text: ୩. ଏହି ଅଧିନିୟମର ଉପବନ୍ଧ ଅଧୀନରେ ଯେ କୌଣସି କୃଷକ ବା ବେପାରୀ ଅଥବା ଇଲେକ୍ଟ୍ରୋନିକ ବେପାର ଓ କାରବାର ପ୍ଲାଟଫର୍ମ କୌଣସି ବେପାର କ୍ଷେତ୍ରରେ କୃଷକଙ୍କ ଉତ୍ପାଦର ଆନ୍ତଃରାଜ୍ୟ ବା ଅନ୍ତଃରାଜ୍ୟ ବେପାର ଓ ବାଣିଜ୍ୟ କରିବାକୁ ସ୍ୱାଧୀନ ରହିବ।	[206, 336, 407, 416]
dharitri-logo[interactable]	[9, 3, 95, 38]
list-item: (iv) ସୀମିତ ଦାୟିତ୍ୱ ଭାଗୀଦାରୀ;	[12, 1064, 122, 1075]
section-text: ୧୦.(୧) ଧାରା ୯ ଅଧୀନରେ ପାରିତ ଆଦେଶ ବିରୁଦ୍ଧରେ କୌଣସି ବ୍ୟକ୍ତି ଆଦେଶ ପାଇବାର ୩୦ ଦିନ ମଧ୍ୟରେ ଅପିଲ କରିପାରିବେ।	[413, 713, 578, 758]
list-item: (ଛ) 'ବିଜ୍ଞପ୍ତି' ଅର୍ଥ ଏହି ଆଇନ ଅଧୀନରେ କେନ୍ଦ୍ର ସରକାର ବା ରାଜ୍ୟ ସରକାରଙ୍କ ଦ୍ୱାରା ରାଜପତ୍ରରେ ପ୍ରକାଶିତ ବିଜ୍ଞପ୍ତି;	[12, 982, 198, 1016]
list-item: (କ) ଧାରା ୪ର ଉପଧାରା (୨) ଅଧୀନ ଅନୁସୂଚିତ କୃଷି ଉତ୍ପାଦ କାରବାର ପାଇଁ ଇଲେକ୍ଟ୍ରୋନିକ ପଞ୍ଜୀକରଣ ପ୍ରଣାଳୀ;	[627, 824, 813, 858]
list-item: (ଟ) 'ରାଜ୍ୟ' ଅର୍ଥ ଏଥିରେ କେନ୍ଦ୍ରଶାସିତ ଅଞ୍ଚଳ ସାମିଲ;	[12, 1194, 193, 1204]
margin-note: ନିୟମଗୁଡ଼ିକ ରଖାଯିବ	[730, 942, 813, 959]
list-item: (ଠ) 'ରାଜ୍ୟ କୃଷି ଉତ୍ପାଦ ବଜାର କମିଟି ଆଇନ' ଅର୍ଥ ଭାରତରେ ଲାଗୁ ଥିବା କୃଷି ଉତ୍ପାଦ ବଜାରକୁ ନିୟନ୍ତ୍ରଣ କରୁଥିବା ରାଜ୍ୟ ଆଇନ;	[12, 1205, 198, 1240]
section-text: (୩) ଅଧ୍ୟକ୍ଷ, ଉପଖଣ୍ଡ ମାଜିଷ୍ଟ୍ରେଟଙ୍କ ଅଧୀନରେ କାମ କରୁଥିବା ଅଧିକାରୀ ହେବେ ଏବଂ ସଦସ୍ୟମାନେ ବିବାଦର ପକ୍ଷମାନଙ୍କ ଦ୍ୱାରା ସମାନ ସଂଖ୍ୟାରେ ନିଯୁକ୍ତ ହେବେ।	[413, 222, 613, 256]
margin-note: କୃଷକଙ୍କ ପାଇଁ ବିବାଦ ସମାଧାନ ତନ୍ତ୍ର	[413, 105, 496, 130]
list-item: (vii) ଏପରି କୌଣସି ସଂଘ ବା ବ୍ୟକ୍ତିଙ୍କ ସଂସ୍ଥା, ଯାହା କେନ୍ଦ୍ର ସରକାର ବା ରାଜ୍ୟ ସରକାରଙ୍କ ଯୋଜନା ଅଧୀନରେ ପଞ୍ଜୀକୃତ;	[12, 1100, 198, 1133]
list-item: (ଖ) 'କୃଷକ' ଅର୍ଥ ଏପରି ଜଣେ ବ୍ୟକ୍ତି ଯିଏ ନିଜେ କିମ୍ବା ଭଡ଼ା ଶ୍ରମିକଙ୍କ ଦ୍ୱାରା ଅଥବା କୃଷି ଉତ୍ପାଦର ଉତ୍ପାଦନରେ ନିୟୋଜିତ ହୋଇଥାନ୍ତି ଏବଂ ଏଥିରେ କୃଷକ ଉତ୍ପାଦକ ସଙ୍ଗଠନ ମଧ୍ୟ ସାମିଲ;	[12, 688, 198, 734]
list-item: (vi) ଏକ ସୋସାଇଟି;	[12, 1088, 81, 1098]
column-2	[206, 59, 407, 1277]
section-text: ୫.(୧) ଆୟକର ଆଇନ ଅଧୀନରେ ଆବଣ୍ଟିତ ସ୍ଥାୟୀ ଖାତା ସଂଖ୍ୟା ଥିବା କୌଣସି କମ୍ପାନୀ, ସହଭାଗିତା ଫାର୍ମ ବା ପଞ୍ଜୀକୃତ ସୋସାଇଟି, କୃଷକ ଉତ୍ପାଦକ ସଙ୍ଗଠନ ବା କୃଷି ସମବାୟ ସମିତି ଅନୁସୂଚିତ କୃଷକ ଉତ୍ପାଦର ଆନ୍ତଃରାଜ୍ୟ ଓ ଅନ୍ତଃରାଜ୍ୟ ବେପାର ପାଇଁ ବେପାର କ୍ଷେତ୍ରରେ ଇଲେକ୍ଟ୍ରୋନିକ ଉପକରଣ ଓ ଇଣ୍ଟରନେଟ ମାଧ୍ୟମରେ କ୍ରୟ ଓ ବିକ୍ରୟକୁ ସହଜ କରିବା ପାଇଁ ଇଲେକ୍ଟ୍ରୋନିକ ବାଣିଜ୍ୟ ଓ କାରବାର ପ୍ଲାଟଫର୍ମ ପ୍ରତିଷ୍ଠା ଓ ପରିଚାଳନା କରିପାରିବେ।	[206, 669, 407, 785]
bill-intro: କୃଷି ଉତ୍ପାଦ ବେପାର ଓ ବାଣିଜ୍ୟ (ପ୍ରୋତ୍ସାହନ ଏବଂ ସରଳୀକରଣ) ବିଧେୟକ, ୨୦୨୦ ଏପରି ଇକୋସିଷ୍ଟମ ଗଠନ ପାଇଁ ଯେଉଁଠି କୃଷକ ଓ ବେପାରୀମାନେ ଏକାଧିକ କୃଷି ଉତ୍ପାଦ ବିକ୍ରି ଏବଂ କ୍ରୟ ସମ୍ପର୍କିତ ପସନ୍ଦର ସ୍ୱାଧୀନତାକୁ ଉପଭୋଗ କରିପାରିବେ ଯାହା ପ୍ରତିଯୋଗିତାମୂଳକ ବୈକଳ୍ପିକ ବାଣିଜ୍ୟ ଚ୍ୟାନେଲ ମାଧ୍ୟମରେ ଲାଭଦାୟକ ମୂଲ୍ୟକୁ ସହଜ କରିବ; ରାଜ୍ୟ କୃଷି ଉତ୍ପାଦ ବଜାର ଆଇନ ଅଧୀନରେ ବିଜ୍ଞାପିତ ବଜାର କିମ୍ବା ମଣ୍ଡିର ଭୌତିକ ପରିସର ବାହାରେ କୃଷି ଉତ୍ପାଦର ଦକ୍ଷ, ସ୍ୱଚ୍ଛ ଏବଂ ବାଧାମୁକ୍ତ ଆନ୍ତଃରାଜ୍ୟ ଓ ଅନ୍ତଃରାଜ୍ୟ ବେପାର ଓ ବାଣିଜ୍ୟକୁ ପ୍ରୋତ୍ସାହନ ଦେବା; ଇଲେକ୍ଟ୍ରୋନିକ ବେପାର ପାଇଁ ଏକ ସରଳୀକୃତ ଢାଞ୍ଚା ପ୍ରଦାନ କରିବା ଏବଂ ତତ୍ସମ୍ପର୍କିତ ବା ଆନୁଷଙ୍ଗିକ ବିଷୟ ପାଇଁ।	[3, 301, 198, 464]
column-3	[413, 59, 613, 1277]
cyan-dot	[104, 2569, 111, 2576]
section-text: ୮.(୧) ଏହି ଆଇନର ଧାରା ୪ ଅଧୀନ କୃଷକ ଓ କୌଣସି ବେପାରୀଙ୍କ ମଧ୍ୟରେ କାରବାରରୁ ଉତ୍ପନ୍ନ କୌଣସି ବିବାଦ କ୍ଷେତ୍ରରେ, ପକ୍ଷମାନେ ସଂପୃକ୍ତ ଉପଖଣ୍ଡ ମାଜିଷ୍ଟ୍ରେଟଙ୍କ ନିକଟରେ ଆବେଦନ ଦାଖଲ କରି ସମାଧାନ ଖୋଜିପାରିବେ, ଯିଏ ଏପରି ବିବାଦକୁ ବନ୍ଧନକାରୀ ସମାଧାନ ପାଇଁ ସମନ୍ୱୟ ବୋର୍ଡକୁ ପଠାଇବେ।	[413, 103, 613, 184]
list-item: (ii) କାରଖାନା ପରିସର;	[12, 1264, 89, 1274]
section-text: ପ୍ରୟୋଜକତାରେ ଥିବା କମ୍ପାନୀ ବା ସୋସାଇଟି ମଧ୍ୟ।	[420, 60, 601, 69]
section-text: (୩) ଏହି ଧାରା ଅଧୀନରେ କରାଯାଇଥିବା ପ୍ରତ୍ୟେକ ଆଦେଶ ଦେୱାନୀ ଅଦାଲତର ଡିକ୍ରି ଭଳି ବଳ ବହନ କରିବ ଏବଂ ସେହି ଭଳି କାର୍ଯ୍ୟକାରୀ ହେବ।	[413, 785, 613, 819]
chapter-heading: ଅଧ୍ୟାୟ - ୩	[485, 73, 541, 86]
list-item: (i) ଗହମ, ଧାନ ବା ଅନ୍ୟ ଖାଦ୍ୟଶସ୍ୟ, ଡାଲି, ତୈଳବୀଜ, ପନିପରିବା, ଫଳ, ବାଦାମ, ମସଲା, ଆଖୁ, କୁକୁଡ଼ା, ଘୁଷୁରି, ଛେଳି, ମାଛ, ଦୁଗ୍ଧଜାତ ଦ୍ରବ୍ୟ ସମେତ ମଣିଷ ବ୍ୟବହାର ପାଇଁ ଖାଦ୍ୟ ସାମଗ୍ରୀ ଯାହା ପ୍ରାକୃତିକ କିମ୍ବା ପ୍ରକ୍ରିୟାକୃତ ରୂପରେ ଥାଏ;	[12, 747, 198, 805]
section-text: (୬) ଉପଖଣ୍ଡ ମାଜିଷ୍ଟ୍ରେଟଙ୍କ ଆଦେଶ ଦେୱାନୀ ଅଦାଲତର ଡିକ୍ରି ସହ ସମାନ ବଳ ବହନ କରିବ ଏବଂ ସେହି ଭଳି ଭାବରେ କାର୍ଯ୍ୟକାରୀ ହେବ।	[413, 342, 613, 376]
definitions-heading: ପରିଭାଷା	[3, 582, 35, 593]
section-text: ୭.(୧) କେନ୍ଦ୍ର ସରକାର, ଭାରତ ସରକାରର କୌଣସି ସଂସ୍ଥା ମାଧ୍ୟମରେ କୃଷି ଉତ୍ପାଦ ପାଇଁ ମୂଲ୍ୟ ସୂଚନା ଓ ବଜାର ଗୁପ୍ତଚର ପ୍ରଣାଳୀ ଏବଂ ଏହା ସହ ସମ୍ପୃକ୍ତ ସୂଚନା ପ୍ରସାରଣ ପାଇଁ ଏକ ଢାଞ୍ଚା ବିକଶିତ କରିପାରିବେ।	[206, 954, 407, 1023]
margin-note: ମୂଲ୍ୟ ସୂଚନା ଓ ବଜାର ଗୁପ୍ତଚର ପ୍ରଣାଳୀ	[206, 955, 288, 980]
chapter-heading: ଅଧ୍ୟାୟ - ୫	[689, 330, 742, 343]
margin-note: କେନ୍ଦ୍ର ସରକାରଙ୍କର ଦିଗ୍ଦର୍ଶିକା, ଆଦେଶ, ନିର୍ଦ୍ଦେଶ ଓ ନିର୍ଦ୍ଦେଶାବଳୀ ଜାରି କରିବା କ୍ଷମତା	[730, 361, 813, 406]
list-item: (ଚ) 'ଅନ୍ତଃରାଜ୍ୟ ବାଣିଜ୍ୟ' ଅର୍ଥ କୃଷି ଉତ୍ପାଦର କ୍ରୟ ଓ ବିକ୍ରୟର ଏପରି କାରବାର, ଯେଉଁଠି ଗୋଟିଏ ରାଜ୍ୟର ବେପାରୀ ସେହି ରାଜ୍ୟର କୃଷକଙ୍କଠାରୁ କୃଷି ଉତ୍ପାଦ କ୍ରୟ କରନ୍ତି;	[12, 936, 198, 981]
section-text: (୩) ଉପଧାରା (୧) ଅଧୀନରେ ଆଦେଶରେ ଅସନ୍ତୁଷ୍ଟ କୌଣସି ବ୍ୟକ୍ତି ଆଦେଶ ଜାରି ହେବାର ୬୦ ଦିନ ମଧ୍ୟରେ କୃଷି ବିପଣନ ପରାମର୍ଶଦାତାଙ୍କ ଉପରିସ୍ଥ ଅଧିକାରୀଙ୍କ ନିକଟରେ ଅପିଲ କରିପାରିବେ।	[413, 665, 613, 711]
print-color-bar	[0, 1284, 816, 1294]
chapter-heading: ଅଧ୍ୟାୟ - ୪	[688, 97, 743, 110]
column-4	[618, 59, 813, 1256]
section-text: (୩) ଯଦି କେହି ଧାରା ୭ ର ଉପଧାରା (୨) ଅଧୀନ ଆଦେଶ ଉଲ୍ଲଂଘନ କରନ୍ତି, ତାଙ୍କୁ ଅର୍ଥଦଣ୍ଡ ଦିଆଯିବ ଯାହା ୧୦ ହଜାରରୁ କମ୍ ହେବ ନାହିଁ କିନ୍ତୁ ୨ ଲକ୍ଷ ଟଙ୍କା ପର୍ଯ୍ୟନ୍ତ ହୋଇପାରେ।	[618, 281, 813, 327]
bill-title: ଦି ଫାର୍ମର୍ସ ପ୍ରଡ୍ୟୁସ୍ ଟ୍ରେଡ୍ ଆଣ୍ଡ କମର୍ସ (ପ୍ରମୋସନ ଆଣ୍ଡ ଫାସିଲିଟେସନ୍) ବିଲ୍, ୨୦୨୦	[5, 228, 196, 270]
list-item: (vi) ଅନ୍ୟ କୌଣସି ଢାଞ୍ଚା ବା ସ୍ଥାନ,	[12, 1311, 126, 1322]
section-text: (୮) ଉପଧାରା (୧) ଅଧୀନରେ ଅର୍ଥ ଦଣ୍ଡ ଆରୋପ ପୂର୍ବରୁ ପ୍ରଭାବିତ ପକ୍ଷଙ୍କୁ ଶୁଣାଣିର ସୁଯୋଗ ଦିଆଯିବ।	[413, 415, 613, 436]
section-text: ୧୨. କେନ୍ଦ୍ର ସରକାର ଏହି ଆଇନ ଅଧୀନରେ କାର୍ଯ୍ୟକାରିତା ପାଇଁ ଆବଶ୍ୟକ ଦିଗ୍ଦର୍ଶିକା, ନିର୍ଦ୍ଦେଶ, ଆଦେଶ ଜାରି କରିପାରିବେ ଏବଂ ଏହା ସମସ୍ତ ରାଜ୍ୟ ସରକାର, କର୍ତ୍ତୃପକ୍ଷ ଓ ଇଲେକ୍ଟ୍ରୋନିକ ବାଣିଜ୍ୟ ଓ କାରବାର ପ୍ଲାଟଫର୍ମ ପାଇଁ ବାଧ୍ୟତାମୂଳକ ହେବ।	[618, 359, 813, 441]
list-item: (ଝ) 'ନିର୍ଦ୍ଧାରିତ' ଅର୍ଥ ଏହି ଆଇନ ଅଧୀନରେ କେନ୍ଦ୍ର ସରକାରଙ୍କ ଦ୍ୱାରା ପ୍ରସ୍ତୁତ ନିୟମାବଳୀ ଦ୍ୱାରା ନିର୍ଦ୍ଧାରିତ;	[12, 1135, 198, 1169]
list-item: (ଙ) ଏପରି ଅନ୍ୟ ବିଷୟ, ଯାହା ନିର୍ଦ୍ଧାରଣ କରାଯିବା ଆବଶ୍ୟକ।	[627, 917, 813, 940]
list-item: (iii) ଗୋଦାମଘର;	[12, 1276, 73, 1286]
yellow-dot	[694, 2569, 701, 2576]
